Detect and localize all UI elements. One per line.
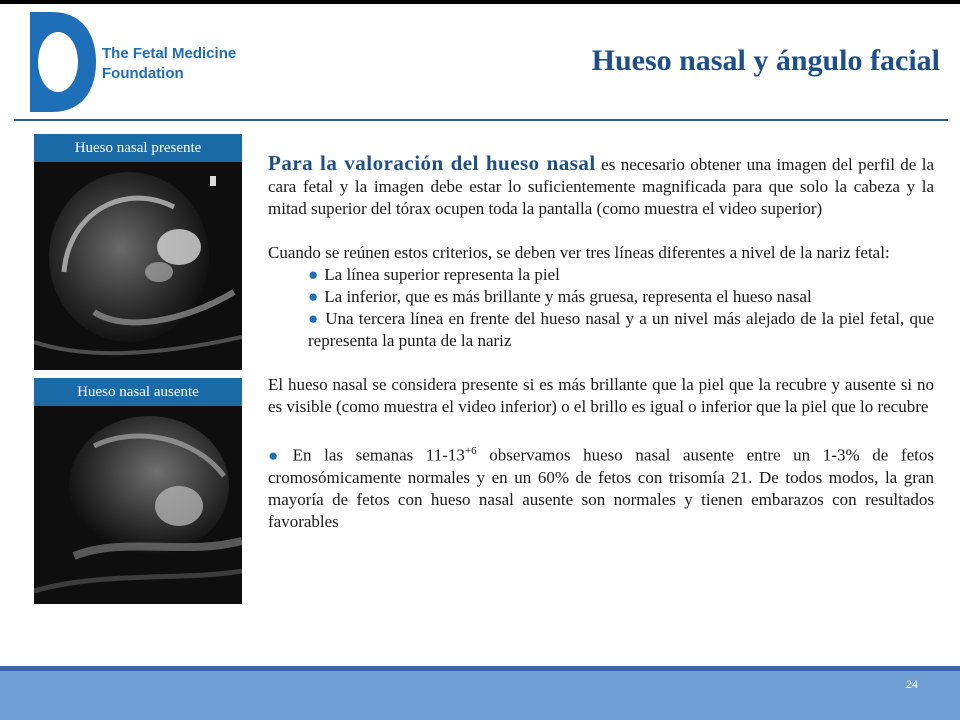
list-item [268,264,934,286]
criteria-list [268,264,934,352]
organization-name [102,44,236,84]
ultrasound-image-present [34,162,242,370]
org-name-line2: Foundation [102,65,184,82]
paragraph-valoracion [268,152,934,220]
ultrasound-label-present: Hueso nasal presente [34,134,242,162]
paragraph-presente-ausente: El hueso nasal se considera presente si es más brillante que la piel que la recubre y ausente si no es visible (como muestra el video inferior) o el brillo es igual o inferior que la piel que lo recubre [268,375,934,416]
bullet-icon: ● [308,309,320,328]
lead-text: Para la valoración del hueso nasal [268,151,596,175]
page-number: 24 [905,679,918,691]
paragraph-4-text-a: En las semanas 11-13 [292,445,465,465]
top-border [0,0,960,4]
paragraph-semanas [268,440,934,533]
paragraph-criterios [268,242,934,352]
main-content [268,152,934,555]
slide-title: Hueso nasal y ángulo facial [591,44,940,77]
bullet-icon: ● [268,445,287,465]
fmf-logo-icon [22,8,98,116]
ultrasound-panel-present [34,134,242,370]
paragraph-4-text-b: observamos hueso nasal ausente entre un 1-3% de fetos cromosómicamente normales y en un 60% de fetos con trisomía 21. De todos modos, la gran mayoría de fetos con hueso nasal ausente son normales y tienen embarazos con resultados favorables [268,445,934,531]
paragraph-4-superscript: +6 [464,445,477,457]
org-name-line1: The Fetal Medicine [102,45,237,62]
list-item [268,286,934,308]
ultrasound-panel-absent [34,378,242,604]
bullet-icon: ● [308,265,319,284]
paragraph-2-intro: Cuando se reúnen estos criterios, se deben ver tres líneas diferentes a nivel de la nariz fetal: [268,243,890,262]
ultrasound-label-absent: Hueso nasal ausente [34,378,242,406]
bullet-icon: ● [308,287,319,306]
bullet-text: La inferior, que es más brillante y más gruesa, representa el hueso nasal [324,287,812,306]
bullet-text: La línea superior representa la piel [324,265,560,284]
paragraph-1-text: es necesario obtener una imagen del perfil de la cara fetal y la imagen debe estar lo suficientemente magnificada para que solo la cabeza y la mitad superior del tórax ocupen toda la pantalla (como muestra el video superior) [268,155,934,218]
bullet-text: Una tercera línea en frente del hueso nasal y a un nivel más alejado de la piel fetal, que representa la punta de la nariz [308,309,934,350]
ultrasound-image-absent [34,406,242,604]
list-item [268,308,934,352]
footer-bar [0,666,960,720]
header-divider [14,119,948,121]
